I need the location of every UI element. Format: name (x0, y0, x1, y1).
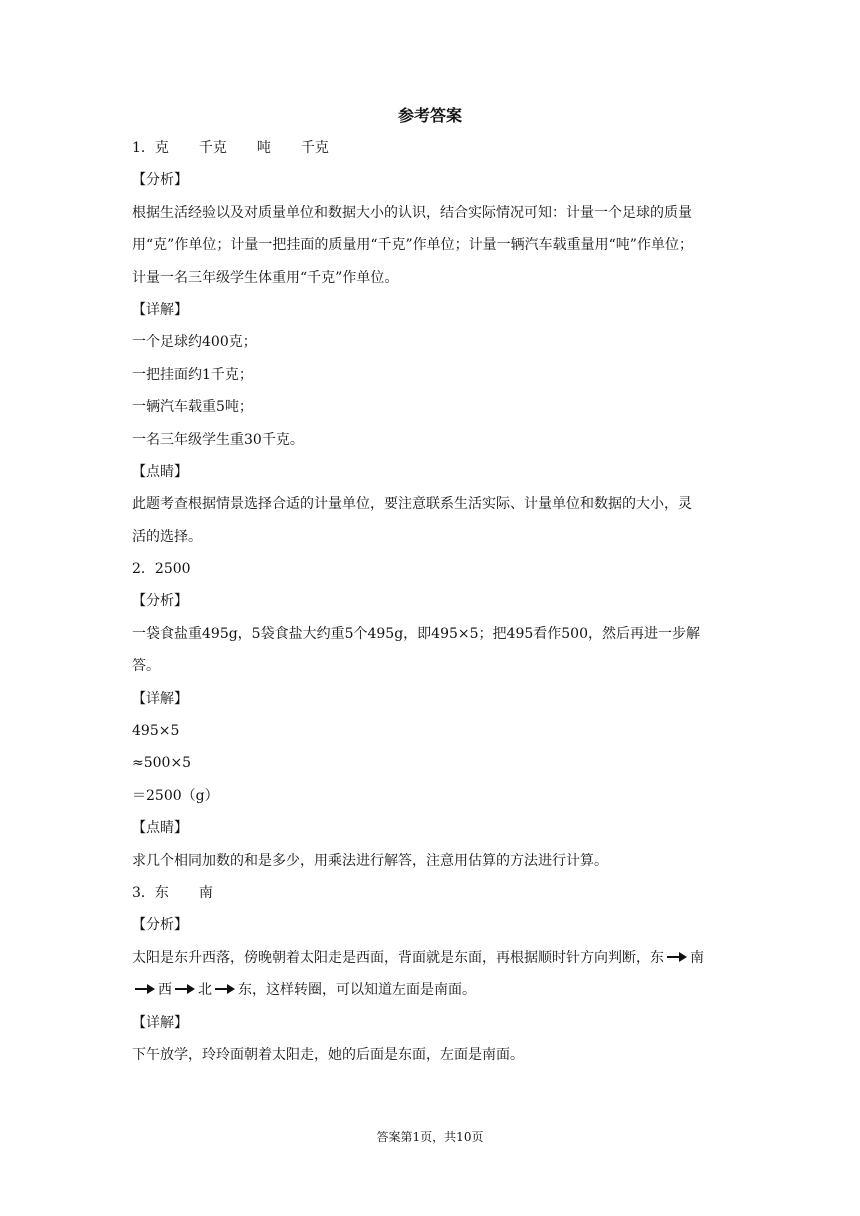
q3-answer-line (132, 877, 732, 909)
q2-analysis-line: 一袋食盐重495g，5袋食盐大约重5个495g，即495×5；把495看作500，然后再进一步解 (132, 625, 700, 642)
q2-answer-line (132, 553, 732, 585)
q1-analysis-heading: 【分析】 (132, 172, 188, 189)
q1-number: 1． (132, 140, 155, 156)
q1-comment-line: 此题考查根据情景选择合适的计量单位，要注意联系生活实际、计量单位和数据的大小，灵 (132, 496, 692, 513)
direction-west: 西 (158, 982, 172, 999)
q1-detail-line: 一个足球约400克； (132, 334, 257, 351)
q3-analysis-heading: 【分析】 (132, 917, 188, 934)
q1-analysis-line: 计量一名三年级学生体重用“千克”作单位。 (132, 269, 399, 286)
q2-number: 2． (132, 561, 155, 578)
q1-answer-1: 克 (154, 140, 169, 156)
arrow-right-icon (667, 952, 687, 962)
answer-content (132, 132, 732, 1071)
q3-analysis-line (132, 974, 732, 1006)
q3-analysis-text: 太阳是东升西落，傍晚朝着太阳走是西面，背面就是东面，再根据顺时针方向判断，东 (132, 949, 664, 966)
q1-detail-heading: 【详解】 (132, 301, 188, 318)
q2-analysis-heading: 【分析】 (132, 593, 188, 610)
q3-analysis-tail: ，这样转圈，可以知道左面是南面。 (252, 982, 476, 999)
q1-comment-line: 活的选择。 (132, 528, 202, 545)
page-title: 参考答案 (397, 106, 462, 125)
q1-detail-line: 一把挂面约1千克； (132, 366, 253, 383)
page-footer: 答案第1页，共10页 (376, 1130, 484, 1144)
q1-detail-line: 一辆汽车载重5吨； (132, 399, 253, 416)
q2-answer: 2500 (154, 561, 191, 578)
direction-south: 南 (690, 949, 704, 966)
q2-detail-heading: 【详解】 (132, 690, 188, 707)
q2-detail-line: 495×5 (132, 723, 180, 740)
arrow-right-icon (175, 984, 195, 994)
q3-number: 3． (132, 884, 155, 901)
q1-answer-4: 千克 (300, 140, 329, 156)
q3-detail-line: 下午放学，玲玲面朝着太阳走，她的后面是东面，左面是南面。 (132, 1046, 524, 1063)
q1-answer-2: 千克 (198, 140, 227, 156)
q2-analysis-line: 答。 (132, 658, 160, 675)
q1-comment-heading: 【点睛】 (132, 463, 188, 480)
q2-comment-line: 求几个相同加数的和是多少，用乘法进行解答，注意用估算的方法进行计算。 (132, 852, 608, 869)
q2-detail-line: ≈500×5 (132, 755, 192, 772)
q1-answer-3: 吨 (256, 140, 271, 156)
q1-analysis-line: 用“克”作单位；计量一把挂面的质量用“千克”作单位；计量一辆汽车载重量用“吨”作单位； (132, 237, 693, 254)
q1-analysis-line: 根据生活经验以及对质量单位和数据大小的认识，结合实际情况可知：计量一个足球的质量 (132, 204, 692, 221)
arrow-right-icon (135, 984, 155, 994)
q3-answer-1: 东 (154, 884, 169, 901)
direction-east: 东 (238, 982, 252, 999)
q3-detail-heading: 【详解】 (132, 1014, 188, 1031)
q2-detail-line: ＝2500（g） (132, 787, 219, 804)
direction-north: 北 (198, 982, 212, 999)
q1-detail-line: 一名三年级学生重30千克。 (132, 431, 304, 448)
arrow-right-icon (215, 984, 235, 994)
q3-analysis-line (132, 942, 732, 974)
q3-answer-2: 南 (198, 884, 213, 901)
q2-comment-heading: 【点睛】 (132, 820, 188, 837)
q1-answer-line (132, 132, 732, 164)
